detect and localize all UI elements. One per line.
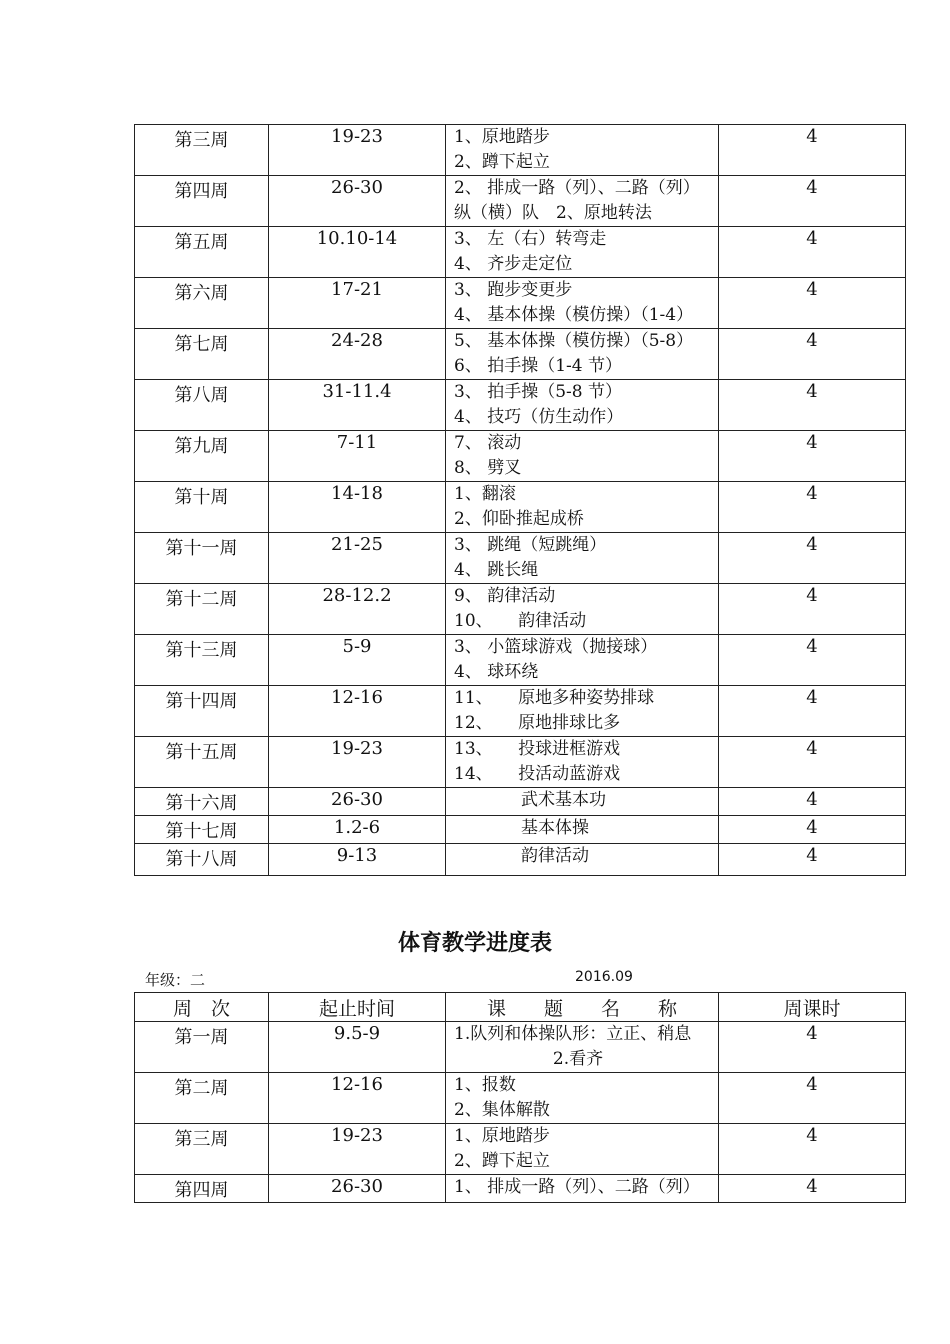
table-row [135,635,906,686]
hours-cell: 4 [719,1175,906,1203]
dates-cell: 17-21 [269,278,446,329]
week-cell: 第十一周 [135,533,269,584]
hours-cell: 4 [719,380,906,431]
table-row [135,1175,906,1203]
week-cell: 第十二周 [135,584,269,635]
dates-cell: 14-18 [269,482,446,533]
header-topic: 课 题 名 称 [446,993,719,1022]
topic-line: 1、 排成一路（列）、二路（列） [454,1177,700,1197]
week-cell: 第八周 [135,380,269,431]
week-cell: 第五周 [135,227,269,278]
topic-line: 2.看齐 [552,1049,604,1069]
dates-cell: 26-30 [269,788,446,816]
hours-cell: 4 [719,227,906,278]
topic-line: 10、 韵律活动 [454,611,587,631]
topic-line: 纵（横）队 2、原地转法 [454,203,652,223]
topic-line: 5、 基本体操（模仿操）（5-8） [454,331,694,351]
schedule-table-continued [134,124,906,876]
hours-cell: 4 [719,278,906,329]
table-row [135,1022,906,1073]
hours-cell: 4 [719,329,906,380]
week-cell: 第一周 [135,1022,269,1073]
topic-cell [446,737,719,788]
topic-line: 11、 原地多种姿势排球 [454,688,655,708]
topic-cell [446,1124,719,1175]
topic-cell [446,844,719,876]
schedule-table-grade-2 [134,992,906,1203]
hours-cell: 4 [719,1124,906,1175]
header-week: 周 次 [135,993,269,1022]
dates-cell: 19-23 [269,1124,446,1175]
dates-cell: 31-11.4 [269,380,446,431]
table-row [135,844,906,876]
topic-line: 4、 基本体操（模仿操）（1-4） [454,305,694,325]
topic-line: 3、 小篮球游戏（抛接球） [454,637,658,657]
table-row [135,482,906,533]
topic-line: 6、 拍手操（1-4 节） [454,356,622,376]
topic-line: 武术基本功 [521,790,606,810]
topic-cell [446,1022,719,1073]
topic-cell [446,816,719,844]
week-cell: 第十七周 [135,816,269,844]
topic-line: 4、 齐步走定位 [454,254,573,274]
topic-line: 2、集体解散 [454,1100,550,1120]
hours-cell: 4 [719,431,906,482]
week-cell: 第三周 [135,125,269,176]
week-cell: 第十六周 [135,788,269,816]
topic-line: 1、报数 [454,1075,516,1095]
topic-cell [446,431,719,482]
dates-cell: 9.5-9 [269,1022,446,1073]
week-cell: 第六周 [135,278,269,329]
dates-cell: 12-16 [269,686,446,737]
topic-line: 1、翻滚 [454,484,516,504]
table-row [135,278,906,329]
topic-line: 4、 球环绕 [454,662,539,682]
table-row [135,816,906,844]
dates-cell: 21-25 [269,533,446,584]
week-cell: 第十八周 [135,844,269,876]
topic-line: 3、 跑步变更步 [454,280,573,300]
header-dates: 起止时间 [269,993,446,1022]
topic-cell [446,533,719,584]
table-header-row [135,993,906,1022]
header-hours: 周课时 [719,993,906,1022]
week-cell: 第三周 [135,1124,269,1175]
week-cell: 第四周 [135,1175,269,1203]
topic-line: 1、原地踏步 [454,1126,550,1146]
topic-cell [446,329,719,380]
topic-line: 1、原地踏步 [454,127,550,147]
week-cell: 第十三周 [135,635,269,686]
hours-cell: 4 [719,635,906,686]
topic-cell [446,482,719,533]
topic-line: 基本体操 [521,818,589,838]
table-row [135,125,906,176]
week-cell: 第十五周 [135,737,269,788]
topic-cell [446,176,719,227]
table-row [135,686,906,737]
hours-cell: 4 [719,584,906,635]
week-cell: 第四周 [135,176,269,227]
table-row [135,1073,906,1124]
topic-line: 14、 投活动蓝游戏 [454,764,621,784]
table-row [135,1124,906,1175]
dates-cell: 7-11 [269,431,446,482]
week-cell: 第七周 [135,329,269,380]
topic-cell [446,788,719,816]
topic-line: 2、仰卧推起成桥 [454,509,584,529]
dates-cell: 1.2-6 [269,816,446,844]
dates-cell: 19-23 [269,737,446,788]
table-row [135,584,906,635]
hours-cell: 4 [719,125,906,176]
table-row [135,737,906,788]
topic-line: 7、 滚动 [454,433,522,453]
hours-cell: 4 [719,737,906,788]
table-row [135,227,906,278]
hours-cell: 4 [719,686,906,737]
topic-cell [446,584,719,635]
topic-cell [446,1175,719,1203]
topic-line: 13、 投球进框游戏 [454,739,621,759]
topic-cell [446,686,719,737]
hours-cell: 4 [719,844,906,876]
table-row [135,176,906,227]
dates-cell: 10.10-14 [269,227,446,278]
dates-cell: 28-12.2 [269,584,446,635]
dates-cell: 12-16 [269,1073,446,1124]
hours-cell: 4 [719,176,906,227]
table-row [135,329,906,380]
page-title: 体育教学进度表 [397,931,552,956]
hours-cell: 4 [719,533,906,584]
topic-line: 3、 跳绳（短跳绳） [454,535,607,555]
topic-line: 4、 跳长绳 [454,560,539,580]
topic-line: 2、 排成一路（列）、二路（列） [454,178,700,198]
hours-cell: 4 [719,816,906,844]
table-row [135,788,906,816]
table-row [135,533,906,584]
grade-label: 年级：二 [145,971,206,989]
topic-cell [446,635,719,686]
topic-cell [446,380,719,431]
week-cell: 第九周 [135,431,269,482]
topic-cell [446,278,719,329]
hours-cell: 4 [719,1073,906,1124]
dates-cell: 24-28 [269,329,446,380]
topic-line: 9、 韵律活动 [454,586,556,606]
topic-line: 8、 劈叉 [454,458,522,478]
topic-line: 韵律活动 [521,846,589,866]
table-row [135,380,906,431]
topic-cell [446,227,719,278]
hours-cell: 4 [719,788,906,816]
week-cell: 第十周 [135,482,269,533]
week-cell: 第十四周 [135,686,269,737]
hours-cell: 4 [719,482,906,533]
week-cell: 第二周 [135,1073,269,1124]
topic-line: 12、 原地排球比多 [454,713,621,733]
dates-cell: 19-23 [269,125,446,176]
topic-line: 2、蹲下起立 [454,1151,550,1171]
topic-line: 3、 左（右）转弯走 [454,229,607,249]
dates-cell: 26-30 [269,176,446,227]
topic-line: 3、 拍手操（5-8 节） [454,382,622,402]
hours-cell: 4 [719,1022,906,1073]
topic-cell [446,1073,719,1124]
table-row [135,431,906,482]
dates-cell: 5-9 [269,635,446,686]
topic-cell [446,125,719,176]
date-label: 2016.09 [575,969,633,985]
topic-line: 1.队列和体操队形：立正、稍息 [454,1024,692,1044]
topic-line: 2、蹲下起立 [454,152,550,172]
topic-line: 4、 技巧（仿生动作） [454,407,624,427]
dates-cell: 26-30 [269,1175,446,1203]
dates-cell: 9-13 [269,844,446,876]
